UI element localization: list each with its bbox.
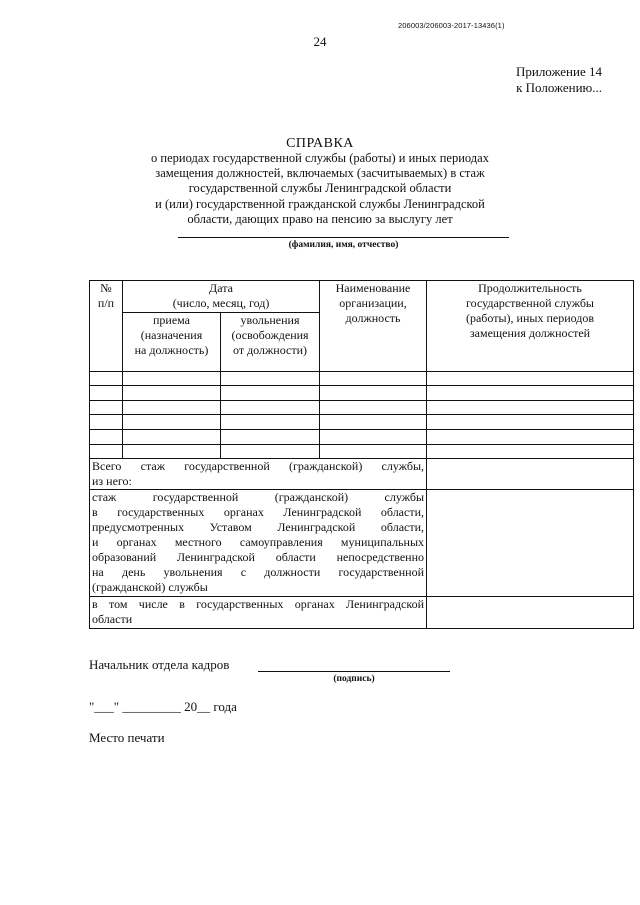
- header-duration: Продолжительность государственной службы (работы), иных периодов замещения должностей: [427, 281, 634, 372]
- summary-row-state-bodies: [90, 597, 634, 629]
- table-row: [90, 386, 634, 401]
- document-title: СПРАВКА: [286, 136, 354, 151]
- signature-label: Начальник отдела кадров: [89, 657, 230, 672]
- summary-row-total: [90, 459, 634, 490]
- table-row: [90, 430, 634, 445]
- stamp-label: Место печати: [89, 730, 165, 745]
- subtitle-line: области, дающих право на пенсию за выслугу лет: [187, 211, 453, 226]
- subtitle-line: государственной службы Ленинградской области: [188, 181, 452, 196]
- service-periods-table: [89, 280, 634, 629]
- appendix-reference: [516, 64, 602, 96]
- table-row: [90, 445, 634, 459]
- summary-lenobl-value[interactable]: [427, 490, 634, 597]
- summary-total-value[interactable]: [427, 459, 634, 490]
- summary-lenobl-label: стаж государственной (гражданской) службы в государственных органах Ленинградской области, предусмотренных Уставом Ленинградской области, и органах местного самоуправления муниципальных образований Ленинградской области непосредственно на день увольнения с должности государственной (гражданской) службы: [90, 490, 427, 597]
- document-subtitle: [0, 151, 640, 227]
- table-row: [90, 401, 634, 415]
- full-name-field[interactable]: [178, 237, 509, 238]
- header-start-date: приема (назначения на должность): [123, 313, 221, 372]
- summary-state-bodies-value[interactable]: [427, 597, 634, 629]
- document-id: 206003/206003-2017-13436(1): [398, 21, 505, 30]
- header-organization: Наименование организации, должность: [320, 281, 427, 372]
- table-row: [90, 372, 634, 386]
- appendix-line-2: к Положению...: [516, 80, 602, 95]
- appendix-line-1: Приложение 14: [515, 64, 602, 79]
- header-end-date: увольнения (освобождения от должности): [221, 313, 320, 372]
- summary-row-lenobl: [90, 490, 634, 597]
- full-name-caption: (фамилия, имя, отчество): [288, 240, 399, 250]
- page-number: 24: [313, 34, 327, 49]
- signature-caption: (подпись): [333, 674, 375, 684]
- summary-total-label: Всего стаж государственной (гражданской) службы, из него:: [90, 459, 427, 490]
- subtitle-line: о периодах государственной службы (работы) и иных периодах: [151, 151, 489, 165]
- header-date: Дата (число, месяц, год): [123, 281, 320, 313]
- subtitle-line: и (или) государственной гражданской службы Ленинградской: [155, 196, 485, 211]
- date-field[interactable]: "___" _________ 20__ года: [89, 699, 237, 714]
- table-row: [90, 415, 634, 430]
- table-header-row: [90, 281, 634, 313]
- subtitle-line: замещения должностей, включаемых (засчитываемых) в стаж: [155, 166, 485, 181]
- header-number: № п/п: [90, 281, 123, 372]
- summary-state-bodies-label: в том числе в государственных органах Ленинградской области: [90, 597, 427, 629]
- signature-field[interactable]: [258, 671, 450, 672]
